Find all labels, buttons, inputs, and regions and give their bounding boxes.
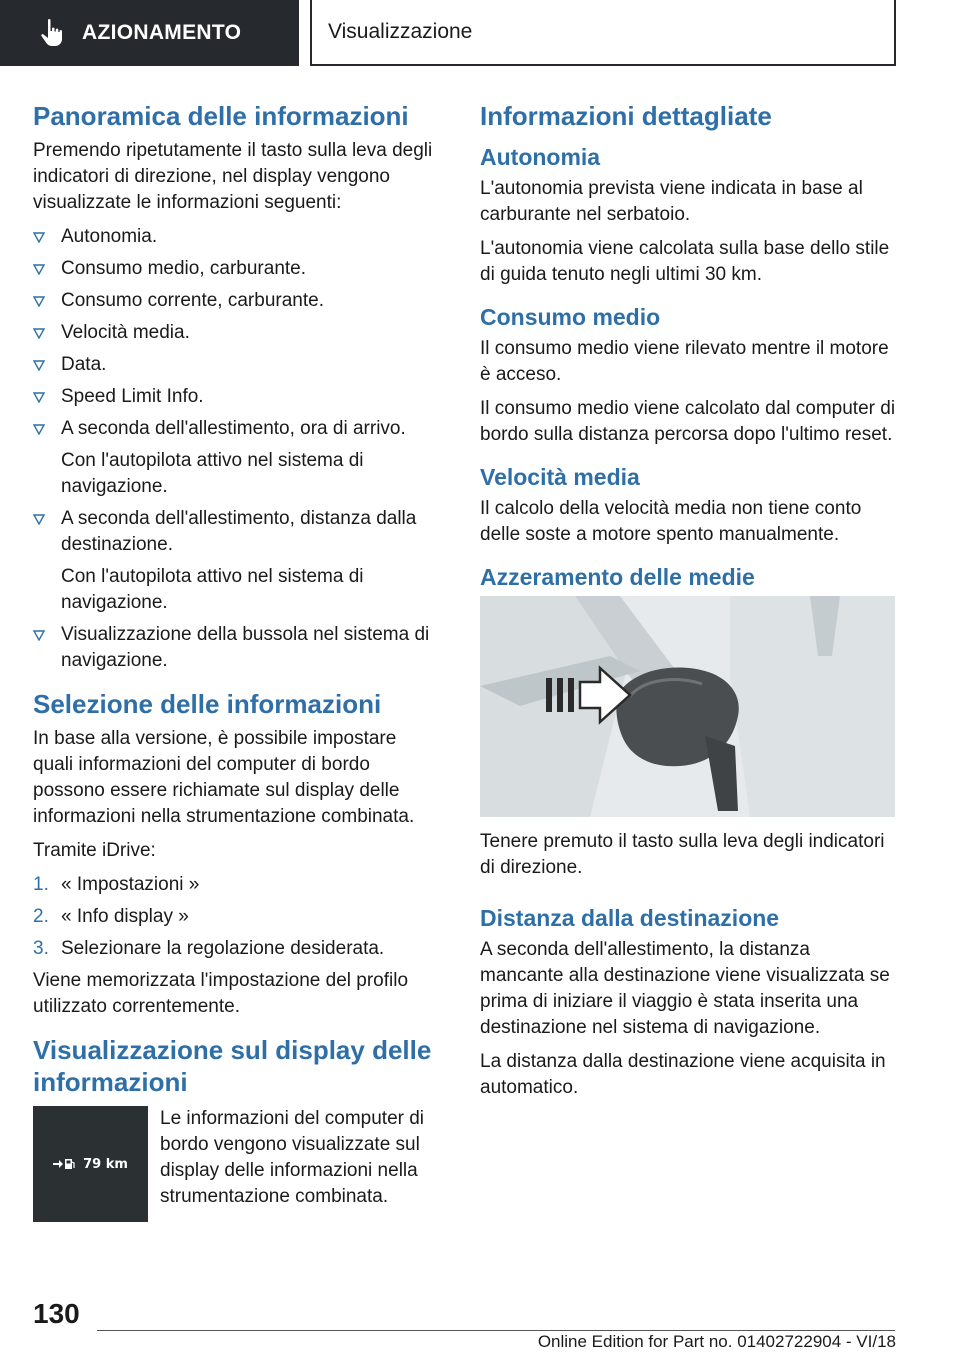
list-item — [33, 352, 441, 378]
range-value: 79 km — [83, 1156, 128, 1172]
list-item-text: Visualizzazione della bussola nel sistema di navigazione. — [61, 624, 430, 671]
footer-divider — [97, 1330, 895, 1331]
range-p1: L'autonomia prevista viene indicata in base al carburante nel serbatoio. — [480, 178, 863, 225]
list-item-subtext: Con l'autopilota attivo nel sistema di navigazione. — [61, 450, 364, 497]
step-text: Selezionare la regolazione desiderata. — [61, 938, 385, 959]
list-item-text: Consumo medio, carburante. — [61, 258, 307, 279]
avg-consumption-section — [480, 302, 898, 448]
avg-consumption-p2: Il consumo medio viene calcolato dal computer di bordo sulla distanza percorsa dopo l'ultimo reset. — [480, 398, 896, 445]
steps-list — [33, 872, 441, 962]
section-title: AZIONAMENTO — [82, 21, 242, 44]
display-section — [33, 1034, 441, 1222]
selection-title: Selezione delle informazioni — [33, 689, 382, 719]
avg-consumption-title: Consumo medio — [480, 304, 661, 330]
section-tab — [0, 0, 299, 66]
step-text: « Impostazioni » — [61, 874, 200, 895]
list-item-text: Speed Limit Info. — [61, 386, 204, 407]
distance-title: Distanza dalla destinazione — [480, 905, 780, 931]
step-number: 3. — [33, 938, 49, 959]
list-item-text: Autonomia. — [61, 226, 158, 247]
fuel-range-icon — [53, 1157, 75, 1171]
range-p2: L'autonomia viene calcolata sulla base dello stile di guida tenuto negli ultimi 30 km. — [480, 238, 890, 285]
avg-speed-p1: Il calcolo della velocità media non tiene conto delle soste a motore spento manualmente. — [480, 498, 862, 545]
selection-note: Viene memorizzata l'impostazione del profilo utilizzato correntemente. — [33, 970, 409, 1017]
list-item-subtext: Con l'autopilota attivo nel sistema di navigazione. — [61, 566, 364, 613]
info-display-image — [33, 1106, 148, 1222]
selection-section — [33, 688, 441, 1020]
list-item — [33, 506, 441, 616]
display-readout — [53, 1157, 128, 1172]
step-item — [33, 872, 441, 898]
edition-note: Online Edition for Part no. 01402722904 - VI/18 — [537, 1332, 896, 1351]
step-item — [33, 904, 441, 930]
right-column — [480, 100, 898, 1115]
distance-p2: La distanza dalla destinazione viene acquisita in automatico. — [480, 1051, 886, 1098]
distance-p1: A seconda dell'allestimento, la distanza mancante alla destinazione viene visualizzata se prima di iniziare il viaggio è stata inserita una destinazione nel sistema di navigazione. — [480, 939, 890, 1038]
avg-speed-section — [480, 462, 898, 548]
triangle-bullet-icon — [33, 320, 47, 346]
list-item — [33, 416, 441, 500]
range-section — [480, 142, 898, 288]
reset-caption: Tenere premuto il tasto sulla leva degli indicatori di direzione. — [480, 831, 885, 878]
step-text: « Info display » — [61, 906, 189, 927]
list-item — [33, 622, 441, 674]
triangle-bullet-icon — [33, 288, 47, 314]
list-item-text: Data. — [61, 354, 107, 375]
list-item-text: A seconda dell'allestimento, ora di arrivo. — [61, 418, 406, 439]
selection-intro: In base alla versione, è possibile impostare quali informazioni del computer di bordo possono essere richiamate sul display delle informazioni nella strumentazione combinata. — [33, 728, 415, 827]
chapter-tab — [310, 0, 896, 66]
details-title: Informazioni dettagliate — [480, 101, 772, 131]
step-item — [33, 936, 441, 962]
display-title: Visualizzazione sul display delle informazioni — [33, 1035, 432, 1097]
triangle-bullet-icon — [33, 622, 47, 648]
hand-pointer-icon — [40, 18, 64, 48]
turn-signal-lever-illustration — [480, 596, 895, 817]
list-item-text: Velocità media. — [61, 322, 190, 343]
reset-section — [480, 562, 898, 881]
page-number: 130 — [33, 1298, 80, 1329]
display-description: Le informazioni del computer di bordo vengono visualizzate sul display delle informazioni nella strumentazione combinata. — [160, 1108, 425, 1207]
distance-section — [480, 903, 898, 1101]
list-item — [33, 320, 441, 346]
list-item-text: Consumo corrente, carburante. — [61, 290, 324, 311]
display-row — [33, 1106, 441, 1222]
list-item — [33, 256, 441, 282]
triangle-bullet-icon — [33, 416, 47, 442]
list-item-text: A seconda dell'allestimento, distanza dalla destinazione. — [61, 508, 417, 555]
page-header — [0, 0, 960, 66]
list-item — [33, 384, 441, 410]
triangle-bullet-icon — [33, 224, 47, 250]
triangle-bullet-icon — [33, 256, 47, 282]
overview-title: Panoramica delle informazioni — [33, 101, 409, 131]
overview-section — [33, 100, 441, 674]
overview-list — [33, 224, 441, 674]
reset-title: Azzeramento delle medie — [480, 564, 755, 590]
triangle-bullet-icon — [33, 506, 47, 532]
idrive-label: Tramite iDrive: — [33, 840, 156, 861]
list-item — [33, 224, 441, 250]
left-column — [33, 100, 441, 1236]
step-number: 1. — [33, 874, 49, 895]
overview-intro: Premendo ripetutamente il tasto sulla leva degli indicatori di direzione, nel display vengono visualizzate le informazioni seguenti: — [33, 140, 433, 213]
list-item — [33, 288, 441, 314]
step-number: 2. — [33, 906, 49, 927]
avg-speed-title: Velocità media — [480, 464, 640, 490]
triangle-bullet-icon — [33, 384, 47, 410]
chapter-title: Visualizzazione — [328, 20, 473, 43]
avg-consumption-p1: Il consumo medio viene rilevato mentre il motore è acceso. — [480, 338, 889, 385]
triangle-bullet-icon — [33, 352, 47, 378]
range-title: Autonomia — [480, 144, 601, 170]
